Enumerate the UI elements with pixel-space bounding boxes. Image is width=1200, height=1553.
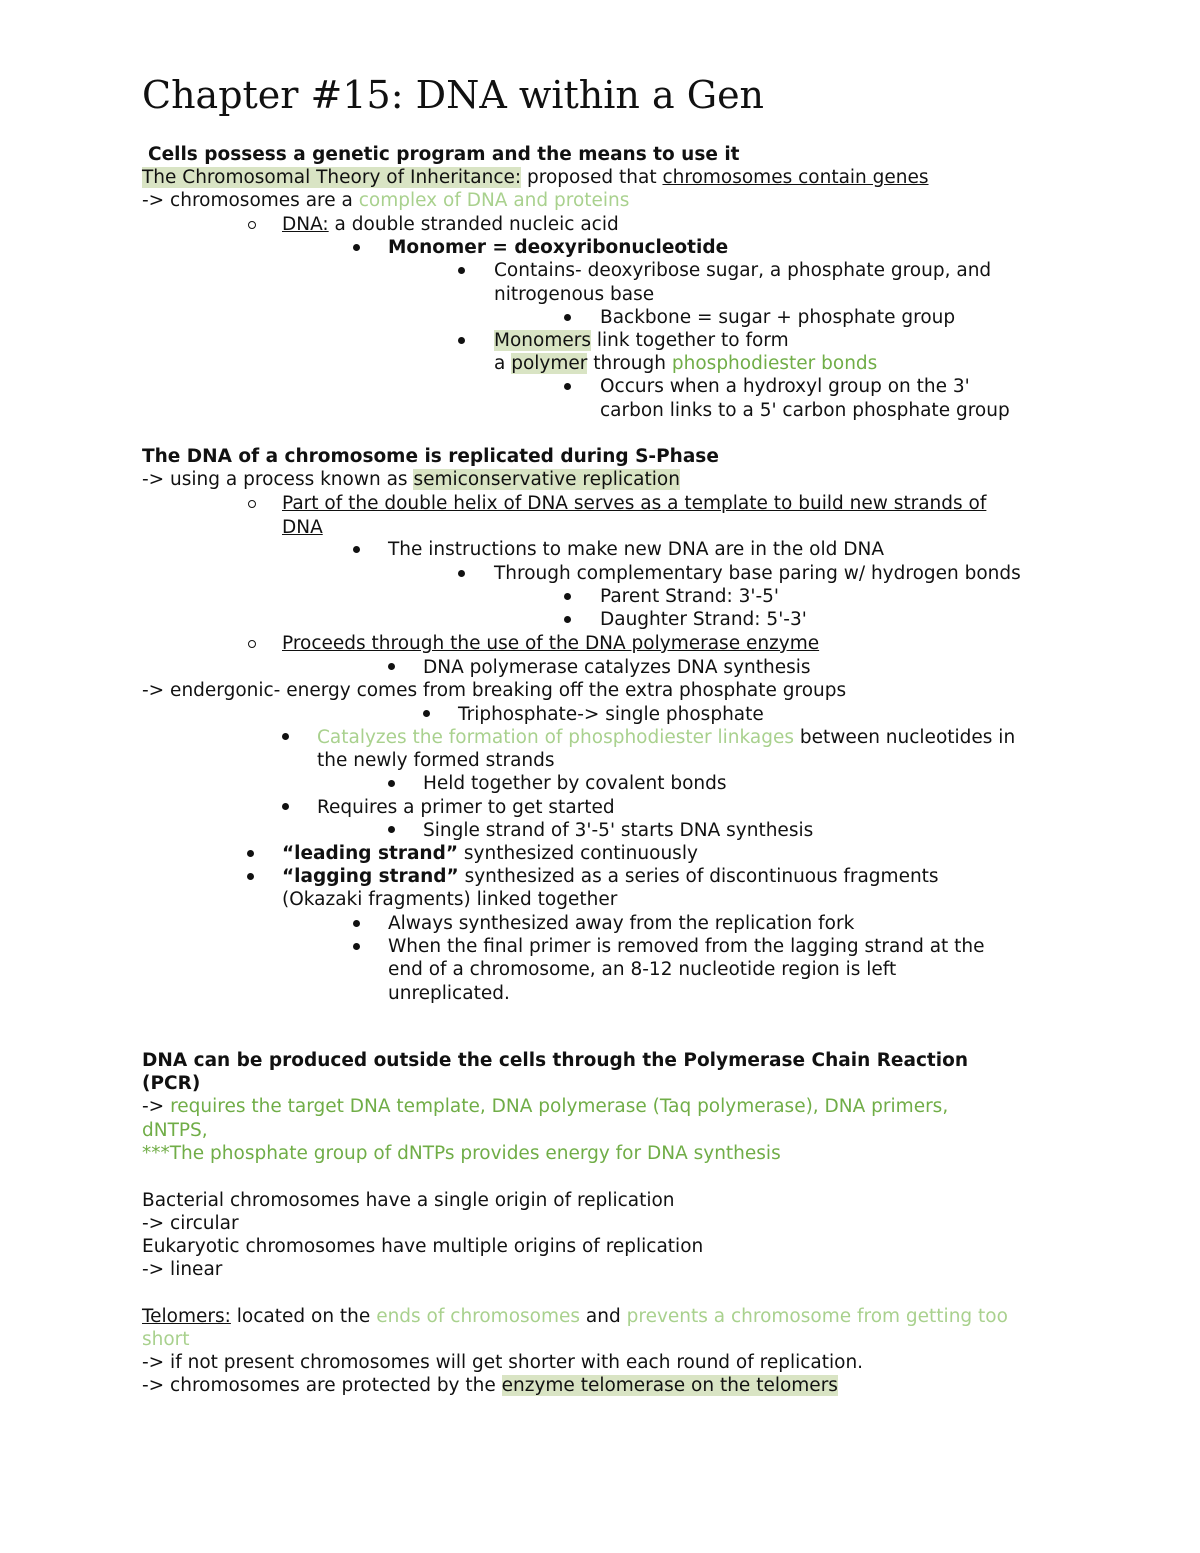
bullet-dot-icon <box>564 314 571 321</box>
text-line <box>142 166 929 189</box>
bold-term: “leading strand” <box>282 843 459 864</box>
bullet-dot-icon <box>282 803 289 810</box>
text-line: unreplicated. <box>388 983 510 1004</box>
bullet-dot-icon <box>247 850 254 857</box>
section-heading: The DNA of a chromosome is replicated during S-Phase <box>142 446 719 467</box>
text-line: Requires a primer to get started <box>317 797 615 818</box>
text-span: -> chromosomes are a <box>142 190 353 211</box>
text-line <box>142 1095 948 1118</box>
bullet-dot-icon <box>564 616 571 623</box>
text-line: (Okazaki fragments) linked together <box>282 889 618 910</box>
text-line <box>494 329 789 352</box>
text-line: Backbone = sugar + phosphate group <box>600 307 956 328</box>
bullet-dot-icon <box>388 826 395 833</box>
text-span: a double stranded nucleic acid <box>334 214 619 235</box>
text-line <box>282 842 698 865</box>
green-text: prevents a chromosome from getting too <box>626 1306 1008 1327</box>
highlighted-term: polymer <box>511 353 588 374</box>
text-line <box>282 213 619 236</box>
text-line <box>317 726 1015 749</box>
text-line: dNTPS, <box>142 1120 208 1141</box>
text-line: -> circular <box>142 1213 239 1234</box>
text-line: short <box>142 1329 190 1350</box>
underlined-term: DNA: <box>282 214 329 235</box>
text-line: Parent Strand: 3'-5' <box>600 586 780 607</box>
text-line: Bacterial chromosomes have a single origin of replication <box>142 1190 675 1211</box>
open-circle-bullet-icon <box>248 500 256 508</box>
underlined-term: Telomers: <box>142 1306 231 1327</box>
text-span: synthesized as a series of discontinuous fragments <box>464 866 939 887</box>
green-text: phosphodiester bonds <box>671 353 878 374</box>
bullet-dot-icon <box>388 663 395 670</box>
text-line: -> if not present chromosomes will get shorter with each round of replication. <box>142 1352 864 1373</box>
text-line: carbon links to a 5' carbon phosphate group <box>600 400 1010 421</box>
bullet-dot-icon <box>353 943 360 950</box>
text-span: and <box>585 1306 621 1327</box>
bullet-dot-icon <box>564 593 571 600</box>
text-line: Occurs when a hydroxyl group on the 3' <box>600 376 970 397</box>
text-span: located on the <box>236 1306 371 1327</box>
section-heading: (PCR) <box>142 1073 201 1094</box>
green-text: requires the target DNA template, DNA polymerase (Taq polymerase), DNA primers, <box>170 1096 949 1117</box>
bullet-dot-icon <box>353 244 360 251</box>
green-text: Catalyzes the formation of phosphodiester linkages <box>317 727 795 748</box>
highlighted-term: The Chromosomal Theory of Inheritance: <box>142 167 522 188</box>
green-text: complex of DNA and proteins <box>358 190 630 211</box>
bullet-dot-icon <box>458 570 465 577</box>
underlined-text: chromosomes contain genes <box>662 167 929 188</box>
bullet-dot-icon <box>282 733 289 740</box>
highlighted-term: enzyme telomerase on the telomers <box>501 1375 838 1396</box>
text-line: The instructions to make new DNA are in the old DNA <box>388 539 884 560</box>
page-title: Chapter #15: DNA within a Gen <box>142 73 765 117</box>
bullet-dot-icon <box>388 780 395 787</box>
bold-term: “lagging strand” <box>282 866 459 887</box>
bullet-dot-icon <box>353 920 360 927</box>
text-line: When the final primer is removed from the lagging strand at the <box>388 936 985 957</box>
text-span: link together to form <box>596 330 789 351</box>
text-span: through <box>593 353 666 374</box>
bullet-dot-icon <box>423 710 430 717</box>
bullet-dot-icon <box>458 337 465 344</box>
text-line: Held together by covalent bonds <box>423 773 727 794</box>
text-line <box>142 189 629 212</box>
section-heading: DNA can be produced outside the cells through the Polymerase Chain Reaction <box>142 1050 968 1071</box>
text-line <box>494 352 877 375</box>
open-circle-bullet-icon <box>248 640 256 648</box>
open-circle-bullet-icon <box>248 221 256 229</box>
green-text: ends of chromosomes <box>376 1306 581 1327</box>
text-line: ***The phosphate group of dNTPs provides energy for DNA synthesis <box>142 1143 781 1164</box>
bullet-dot-icon <box>564 383 571 390</box>
text-line: Daughter Strand: 5'-3' <box>600 609 807 630</box>
text-line: Part of the double helix of DNA serves as a template to build new strands of <box>282 493 987 514</box>
bullet-dot-icon <box>458 267 465 274</box>
text-line: Always synthesized away from the replication fork <box>388 913 855 934</box>
text-line: Eukaryotic chromosomes have multiple origins of replication <box>142 1236 704 1257</box>
text-line: Proceeds through the use of the DNA polymerase enzyme <box>282 633 820 654</box>
text-line <box>142 1305 1008 1328</box>
text-span: between nucleotides in <box>799 727 1016 748</box>
text-line: the newly formed strands <box>317 750 555 771</box>
text-span: -> <box>142 1096 165 1117</box>
text-line: Triphosphate-> single phosphate <box>458 704 764 725</box>
text-line: -> endergonic- energy comes from breaking off the extra phosphate groups <box>142 680 847 701</box>
text-line: Monomer = deoxyribonucleotide <box>388 237 729 258</box>
text-span: proposed that <box>527 167 657 188</box>
text-line: -> linear <box>142 1259 223 1280</box>
text-line: DNA <box>282 517 323 538</box>
text-line: DNA polymerase catalyzes DNA synthesis <box>423 657 811 678</box>
text-span: a <box>494 353 506 374</box>
text-line: Through complementary base paring w/ hydrogen bonds <box>494 563 1021 584</box>
text-line: Single strand of 3'-5' starts DNA synthesis <box>423 820 814 841</box>
highlighted-term: semiconservative replication <box>413 469 680 490</box>
text-line: end of a chromosome, an 8-12 nucleotide region is left <box>388 959 897 980</box>
bullet-dot-icon <box>353 546 360 553</box>
section-heading: Cells possess a genetic program and the means to use it <box>148 144 740 165</box>
text-span: synthesized continuously <box>463 843 698 864</box>
highlighted-term: Monomers <box>494 330 591 351</box>
text-line <box>282 865 939 888</box>
text-span: -> chromosomes are protected by the <box>142 1375 496 1396</box>
text-span: -> using a process known as <box>142 469 408 490</box>
text-line: nitrogenous base <box>494 284 655 305</box>
text-line <box>142 468 680 491</box>
bullet-dot-icon <box>247 873 254 880</box>
text-line <box>142 1374 838 1397</box>
text-line: Contains- deoxyribose sugar, a phosphate group, and <box>494 260 992 281</box>
